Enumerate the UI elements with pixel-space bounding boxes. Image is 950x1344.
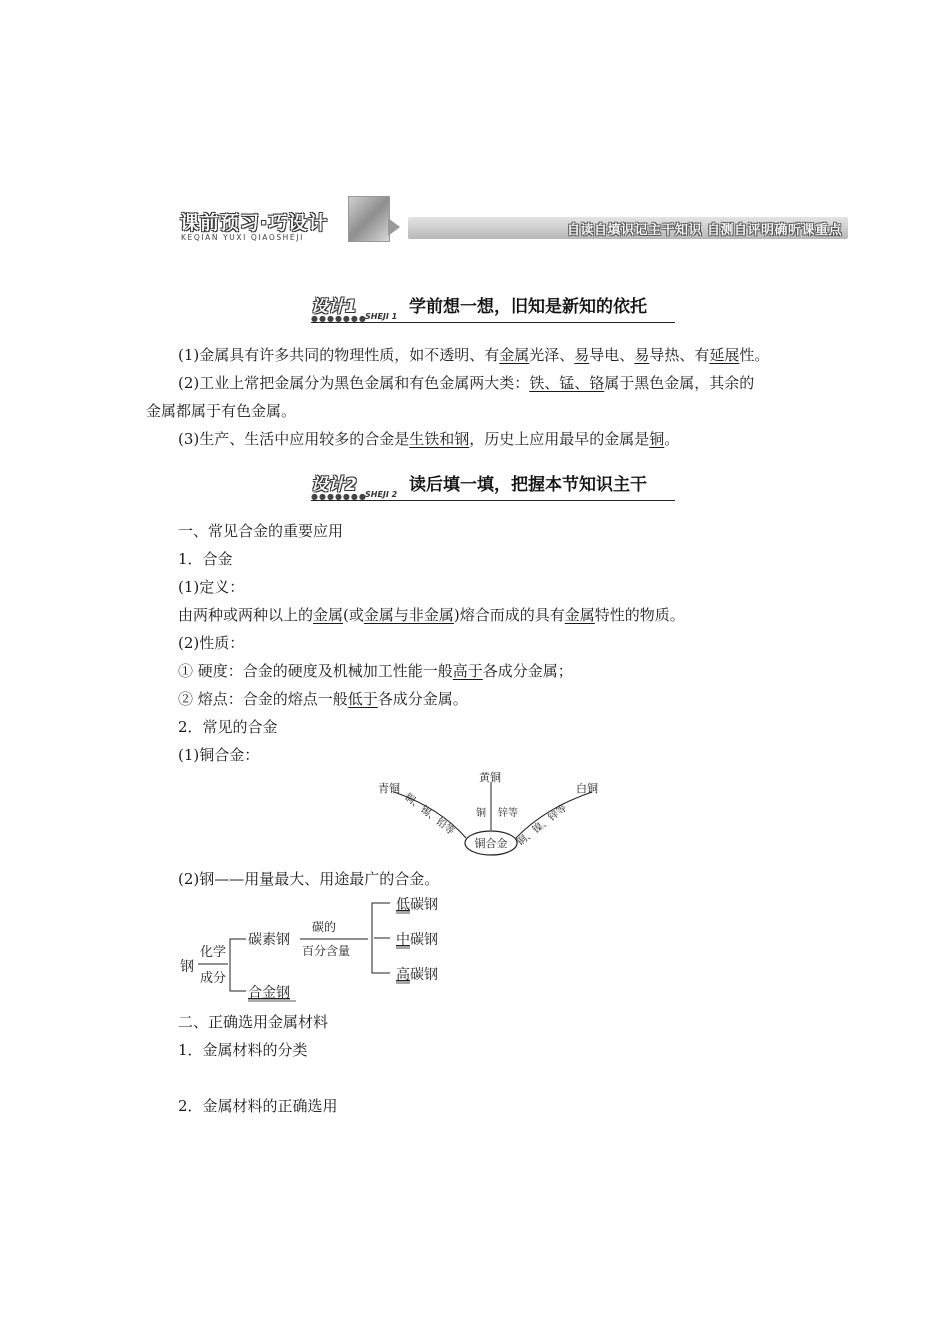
section-heading-2: 二、正确选用金属材料 bbox=[178, 1013, 329, 1031]
design2-badge: 设计2 bbox=[311, 475, 357, 495]
property-melting: ② 熔点：合金的熔点一般低于各成分金属。 bbox=[178, 690, 468, 708]
design2-badge-sub: SHEJI 2 bbox=[365, 490, 398, 499]
blank-answer: 金属 bbox=[564, 606, 595, 624]
blank-answer: 低于 bbox=[347, 690, 378, 708]
blank-answer: 生铁和钢 bbox=[409, 430, 470, 448]
left-components: 铜、锡、铅等 bbox=[402, 791, 457, 838]
low-carbon: 低碳钢 bbox=[396, 897, 438, 913]
top-component-1: 铜 bbox=[476, 808, 486, 819]
copper-alloy-label: (1)铜合金： bbox=[178, 746, 260, 764]
steel-label: (2)钢——用量最大、用途最广的合金。 bbox=[178, 870, 440, 888]
header-rule bbox=[311, 500, 675, 501]
blank-answer: 金属 bbox=[499, 346, 530, 364]
brace-1 bbox=[230, 939, 232, 991]
paragraph-1: (1)金属具有许多共同的物理性质，如不透明、有金属光泽、易导电、易导热、有延展性。 bbox=[178, 346, 770, 364]
high-carbon: 高碳钢 bbox=[396, 967, 438, 983]
header-rule bbox=[311, 322, 675, 323]
definition-label: (1)定义： bbox=[178, 578, 245, 596]
paragraph-2-cont: 金属都属于有色金属。 bbox=[146, 402, 297, 420]
property-hardness: ① 硬度：合金的硬度及机械加工性能一般高于各成分金属； bbox=[178, 662, 573, 680]
section-banner bbox=[180, 196, 848, 246]
subheading-common-alloys: 2．常见的合金 bbox=[178, 718, 278, 736]
branch-label-1: 化学 bbox=[200, 945, 227, 960]
subheading-alloy: 1．合金 bbox=[178, 550, 233, 568]
blank-answer: 铜 bbox=[649, 430, 665, 448]
top-name: 黄铜 bbox=[479, 771, 501, 784]
right-components: 铜、镍、锌等 bbox=[515, 802, 570, 849]
banner-title: 课前预习·巧设计 bbox=[180, 212, 329, 234]
blank-answer: 易 bbox=[574, 346, 590, 364]
copper-alloy-diagram bbox=[370, 768, 610, 860]
design2-header bbox=[311, 468, 675, 508]
steel-diagram bbox=[178, 893, 458, 1005]
mid-carbon: 中碳钢 bbox=[396, 932, 438, 948]
design1-badge: 设计1 bbox=[311, 297, 357, 317]
carbon-steel: 碳素钢 bbox=[248, 932, 290, 948]
dots-decoration: ●●●●●●● bbox=[311, 492, 367, 501]
steel-root: 钢 bbox=[180, 959, 194, 975]
blank-answer: 延展 bbox=[709, 346, 740, 364]
design2-heading: 读后填一填，把握本节知识主干 bbox=[409, 475, 647, 495]
blank-answer: 金属与非金属 bbox=[363, 606, 454, 624]
banner-subtitle: KEQIAN YUXI QIAOSHEJI bbox=[181, 233, 304, 242]
design1-badge-sub: SHEJI 1 bbox=[365, 312, 398, 321]
banner-photo bbox=[348, 196, 390, 242]
paragraph-3: (3)生产、生活中应用较多的合金是生铁和钢，历史上应用最早的金属是铜。 bbox=[178, 430, 680, 448]
blank-answer: 金属 bbox=[313, 606, 344, 624]
design1-heading: 学前想一想，旧知是新知的依托 bbox=[409, 297, 647, 317]
subheading-classification: 1．金属材料的分类 bbox=[178, 1041, 308, 1059]
branch-label-2: 成分 bbox=[200, 971, 227, 986]
by-label-1: 碳的 bbox=[312, 920, 337, 934]
center-label: 铜合金 bbox=[474, 837, 508, 850]
play-arrow-icon bbox=[388, 218, 400, 236]
banner-bar bbox=[408, 217, 848, 239]
definition-text: 由两种或两种以上的金属(或金属与非金属)熔合而成的具有金属特性的物质。 bbox=[178, 606, 685, 624]
design1-header bbox=[311, 290, 675, 330]
properties-label: (2)性质： bbox=[178, 634, 245, 652]
section-heading-1: 一、常见合金的重要应用 bbox=[178, 522, 344, 540]
paragraph-2: (2)工业上常把金属分为黑色金属和有色金属两大类：铁、锰、铬属于黑色金属，其余的 bbox=[178, 374, 755, 392]
blank-answer: 高于 bbox=[452, 662, 483, 680]
dots-decoration: ●●●●●●● bbox=[311, 314, 367, 323]
by-label-2: 百分含量 bbox=[302, 944, 351, 958]
banner-tagline: 自读自填识记主干知识 自测自评明确听课重点 bbox=[566, 223, 842, 238]
left-name: 青铜 bbox=[378, 782, 400, 795]
blank-answer: 铁、锰、铬 bbox=[529, 374, 605, 392]
blank-answer: 易 bbox=[634, 346, 650, 364]
right-name: 白铜 bbox=[576, 782, 598, 795]
subheading-selection: 2．金属材料的正确选用 bbox=[178, 1097, 338, 1115]
brace-2 bbox=[372, 903, 374, 973]
alloy-steel: 合金钢 bbox=[248, 985, 290, 1001]
top-component-2: 锌等 bbox=[498, 808, 518, 819]
